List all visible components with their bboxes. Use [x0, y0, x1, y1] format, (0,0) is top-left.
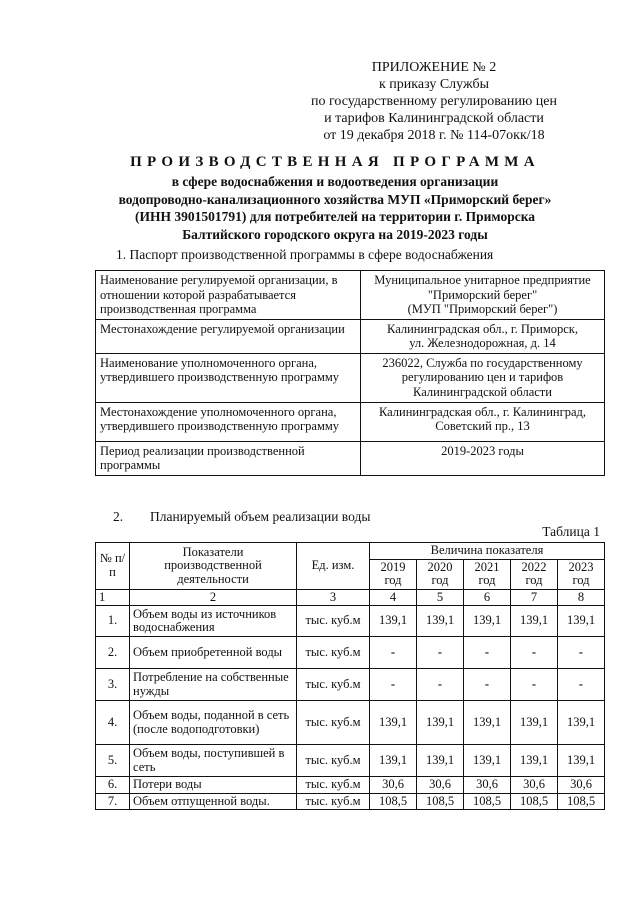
row-value: 139,1 — [417, 606, 464, 637]
value-line: (МУП "Приморский берег") — [407, 302, 558, 316]
subtitle-line: Балтийского городского округа на 2019-2023 годы — [182, 226, 488, 242]
passport-value — [361, 402, 605, 441]
row-value: - — [417, 669, 464, 701]
row-name: Потребление на собственные нужды — [130, 669, 297, 701]
passport-table — [95, 270, 605, 476]
index-cell: 3 — [297, 589, 370, 606]
table-row — [96, 402, 605, 441]
subtitle-line: (ИНН 3901501791) для потребителей на территории г. Приморска — [134, 209, 536, 224]
header-year: 2021 год — [464, 559, 511, 589]
header-unit: Ед. изм. — [297, 543, 370, 590]
passport-value — [361, 353, 605, 402]
row-num: 7. — [96, 793, 130, 810]
index-cell: 1 — [96, 589, 130, 606]
appendix-header — [284, 59, 584, 144]
index-row — [96, 589, 605, 606]
row-unit: тыс. куб.м — [297, 606, 370, 637]
header-num: № п/п — [96, 543, 130, 590]
subtitle-line: в сфере водоснабжения и водоотведения организации — [171, 174, 499, 189]
document-title: ПРОИЗВОДСТВЕННАЯ ПРОГРАММА — [130, 154, 540, 170]
value-line: 2019-2023 годы — [441, 443, 524, 458]
value-line: регулированию цен и тарифов — [401, 370, 564, 384]
passport-label: Период реализации производственной программы — [96, 441, 361, 475]
passport-value — [361, 271, 605, 320]
row-name: Объем воды, поданной в сеть (после водоподготовки) — [130, 701, 297, 745]
row-value: 30,6 — [464, 777, 511, 794]
row-value: 139,1 — [370, 701, 417, 745]
value-line: ул. Железнодорожная, д. 14 — [409, 336, 556, 350]
row-value: 108,5 — [370, 793, 417, 810]
section-1-heading: 1. Паспорт производственной программы в сфере водоснабжения — [116, 247, 494, 262]
row-value: 139,1 — [417, 745, 464, 777]
row-value: 108,5 — [511, 793, 558, 810]
row-num: 4. — [96, 701, 130, 745]
water-volume-table — [95, 542, 605, 810]
row-value: 139,1 — [464, 606, 511, 637]
header-year: 2023 год — [558, 559, 605, 589]
row-num: 3. — [96, 669, 130, 701]
row-value: 139,1 — [464, 701, 511, 745]
header-year: 2022 год — [511, 559, 558, 589]
row-value: 139,1 — [511, 606, 558, 637]
row-value: 139,1 — [370, 745, 417, 777]
appendix-line: по государственному регулированию цен — [311, 94, 557, 109]
row-value: 30,6 — [370, 777, 417, 794]
row-value: 108,5 — [417, 793, 464, 810]
row-value: - — [464, 669, 511, 701]
row-value: 108,5 — [558, 793, 605, 810]
appendix-line: к приказу Службы — [379, 77, 489, 92]
row-value: 30,6 — [417, 777, 464, 794]
row-value: 139,1 — [558, 701, 605, 745]
value-line: Калининградская обл., г. Калининград, — [378, 404, 587, 419]
row-value: - — [417, 637, 464, 669]
value-line: Муниципальное унитарное предприятие — [374, 273, 591, 287]
row-name: Объем воды, поступившей в сеть — [130, 745, 297, 777]
row-num: 6. — [96, 777, 130, 794]
value-line: Советский пр., 13 — [435, 419, 530, 433]
index-cell: 8 — [558, 589, 605, 606]
table-row — [96, 701, 605, 745]
row-unit: тыс. куб.м — [297, 637, 370, 669]
row-name: Потери воды — [130, 777, 297, 794]
passport-label: Наименование уполномоченного органа, утвердившего производственную программу — [96, 353, 361, 402]
row-value: 30,6 — [558, 777, 605, 794]
row-value: - — [370, 669, 417, 701]
table-label: Таблица 1 — [542, 524, 600, 539]
value-line: Калининградская обл., г. Приморск, — [387, 321, 578, 336]
row-value: - — [558, 669, 605, 701]
table-row — [96, 319, 605, 353]
table-row — [96, 271, 605, 320]
table-row — [96, 669, 605, 701]
row-unit: тыс. куб.м — [297, 701, 370, 745]
table-row — [96, 777, 605, 794]
row-value: 30,6 — [511, 777, 558, 794]
row-value: 139,1 — [558, 745, 605, 777]
row-value: - — [370, 637, 417, 669]
header-year: 2020 год — [417, 559, 464, 589]
row-unit: тыс. куб.м — [297, 745, 370, 777]
value-line: "Приморский берег" — [427, 287, 538, 302]
table-row — [96, 793, 605, 810]
passport-label: Местонахождение уполномоченного органа, утвердившего производственную программу — [96, 402, 361, 441]
row-value: - — [464, 637, 511, 669]
header-indicator: Показатели производственной деятельности — [130, 543, 297, 590]
appendix-line: ПРИЛОЖЕНИЕ № 2 — [371, 60, 497, 75]
table-row — [96, 441, 605, 475]
passport-value — [361, 441, 605, 475]
row-unit: тыс. куб.м — [297, 669, 370, 701]
table-row — [96, 606, 605, 637]
row-num: 1. — [96, 606, 130, 637]
value-line: 236022, Служба по государственному — [382, 355, 583, 370]
row-value: 139,1 — [370, 606, 417, 637]
row-name: Объем приобретенной воды — [130, 637, 297, 669]
subtitle-line: водопроводно-канализационного хозяйства МУП «Приморский берег» — [118, 191, 552, 207]
passport-label: Местонахождение регулируемой организации — [96, 319, 361, 353]
header-row — [96, 543, 605, 560]
section-2-heading: Планируемый объем реализации воды — [150, 509, 371, 524]
section-2-number: 2. — [113, 509, 124, 524]
index-cell: 5 — [417, 589, 464, 606]
row-value: - — [511, 637, 558, 669]
value-line: Калининградской области — [413, 384, 552, 399]
row-num: 2. — [96, 637, 130, 669]
table-row — [96, 637, 605, 669]
index-cell: 4 — [370, 589, 417, 606]
header-value: Величина показателя — [370, 543, 605, 560]
row-value: - — [558, 637, 605, 669]
row-value: 108,5 — [464, 793, 511, 810]
document-subtitle — [60, 173, 610, 243]
index-cell: 7 — [511, 589, 558, 606]
passport-label: Наименование регулируемой организации, в отношении которой разрабатывается производственная программа — [96, 271, 361, 320]
row-num: 5. — [96, 745, 130, 777]
row-name: Объем воды из источников водоснабжения — [130, 606, 297, 637]
index-cell: 6 — [464, 589, 511, 606]
row-value: - — [511, 669, 558, 701]
appendix-line: и тарифов Калининградской области — [324, 111, 544, 126]
table-row — [96, 745, 605, 777]
row-unit: тыс. куб.м — [297, 793, 370, 810]
row-unit: тыс. куб.м — [297, 777, 370, 794]
row-value: 139,1 — [511, 701, 558, 745]
row-name: Объем отпущенной воды. — [130, 793, 297, 810]
header-year: 2019 год — [370, 559, 417, 589]
row-value: 139,1 — [464, 745, 511, 777]
appendix-line: от 19 декабря 2018 г. № 114-07окк/18 — [323, 128, 545, 143]
table-row — [96, 353, 605, 402]
row-value: 139,1 — [417, 701, 464, 745]
row-value: 139,1 — [558, 606, 605, 637]
passport-value — [361, 319, 605, 353]
row-value: 139,1 — [511, 745, 558, 777]
index-cell: 2 — [130, 589, 297, 606]
